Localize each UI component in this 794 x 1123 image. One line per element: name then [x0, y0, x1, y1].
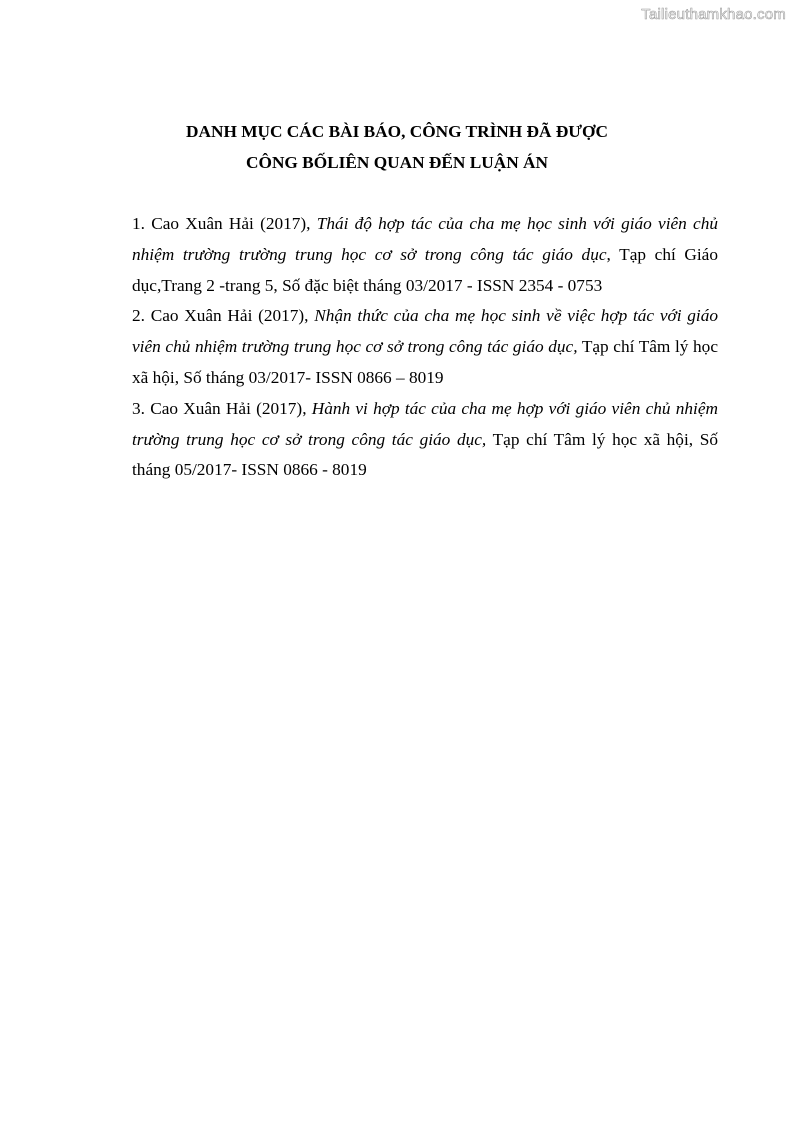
reference-item — [132, 394, 718, 486]
reference-item — [132, 209, 718, 301]
reference-item — [132, 301, 718, 393]
reference-author-year: 2. Cao Xuân Hải (2017), — [132, 306, 315, 326]
reference-list — [132, 209, 718, 486]
reference-source: Tạp chí Tâm lý học xã hội, Số tháng 03/2017- ISSN 0866 – 8019 — [132, 337, 718, 387]
reference-author-year: 1. Cao Xuân Hải (2017), — [132, 214, 317, 233]
reference-author-year: 3. Cao Xuân Hải (2017), — [132, 398, 312, 418]
reference-title: Nhận thức của cha mẹ học sinh về việc hợp tác với giáo viên chủ nhiệm trường trung học cơ sở trong công tác giáo dục, — [132, 306, 718, 357]
reference-source: Tạp chí Tâm lý học xã hội, Số tháng 05/2017- ISSN 0866 - 8019 — [132, 429, 718, 480]
title-line-2: CÔNG BỐLIÊN QUAN ĐẾN LUẬN ÁN — [246, 153, 548, 172]
watermark: Tailieuthamkhao.com — [641, 6, 786, 23]
reference-title: Thái độ hợp tác của cha mẹ học sinh với giáo viên chủ nhiệm trường trường trung học cơ sở trong công tác giáo dục — [132, 214, 718, 264]
title-line-1: DANH MỤC CÁC BÀI BÁO, CÔNG TRÌNH ĐÃ ĐƯỢC — [186, 122, 608, 141]
reference-source: , Tạp chí Giáo dục,Trang 2 -trang 5, Số đặc biệt tháng 03/2017 - ISSN 2354 - 0753 — [132, 244, 718, 295]
page-title — [0, 116, 794, 178]
reference-title: Hành vi hợp tác của cha mẹ hợp với giáo viên chủ nhiệm trường trung học cơ sở trong công tác giáo dục, — [132, 398, 718, 449]
